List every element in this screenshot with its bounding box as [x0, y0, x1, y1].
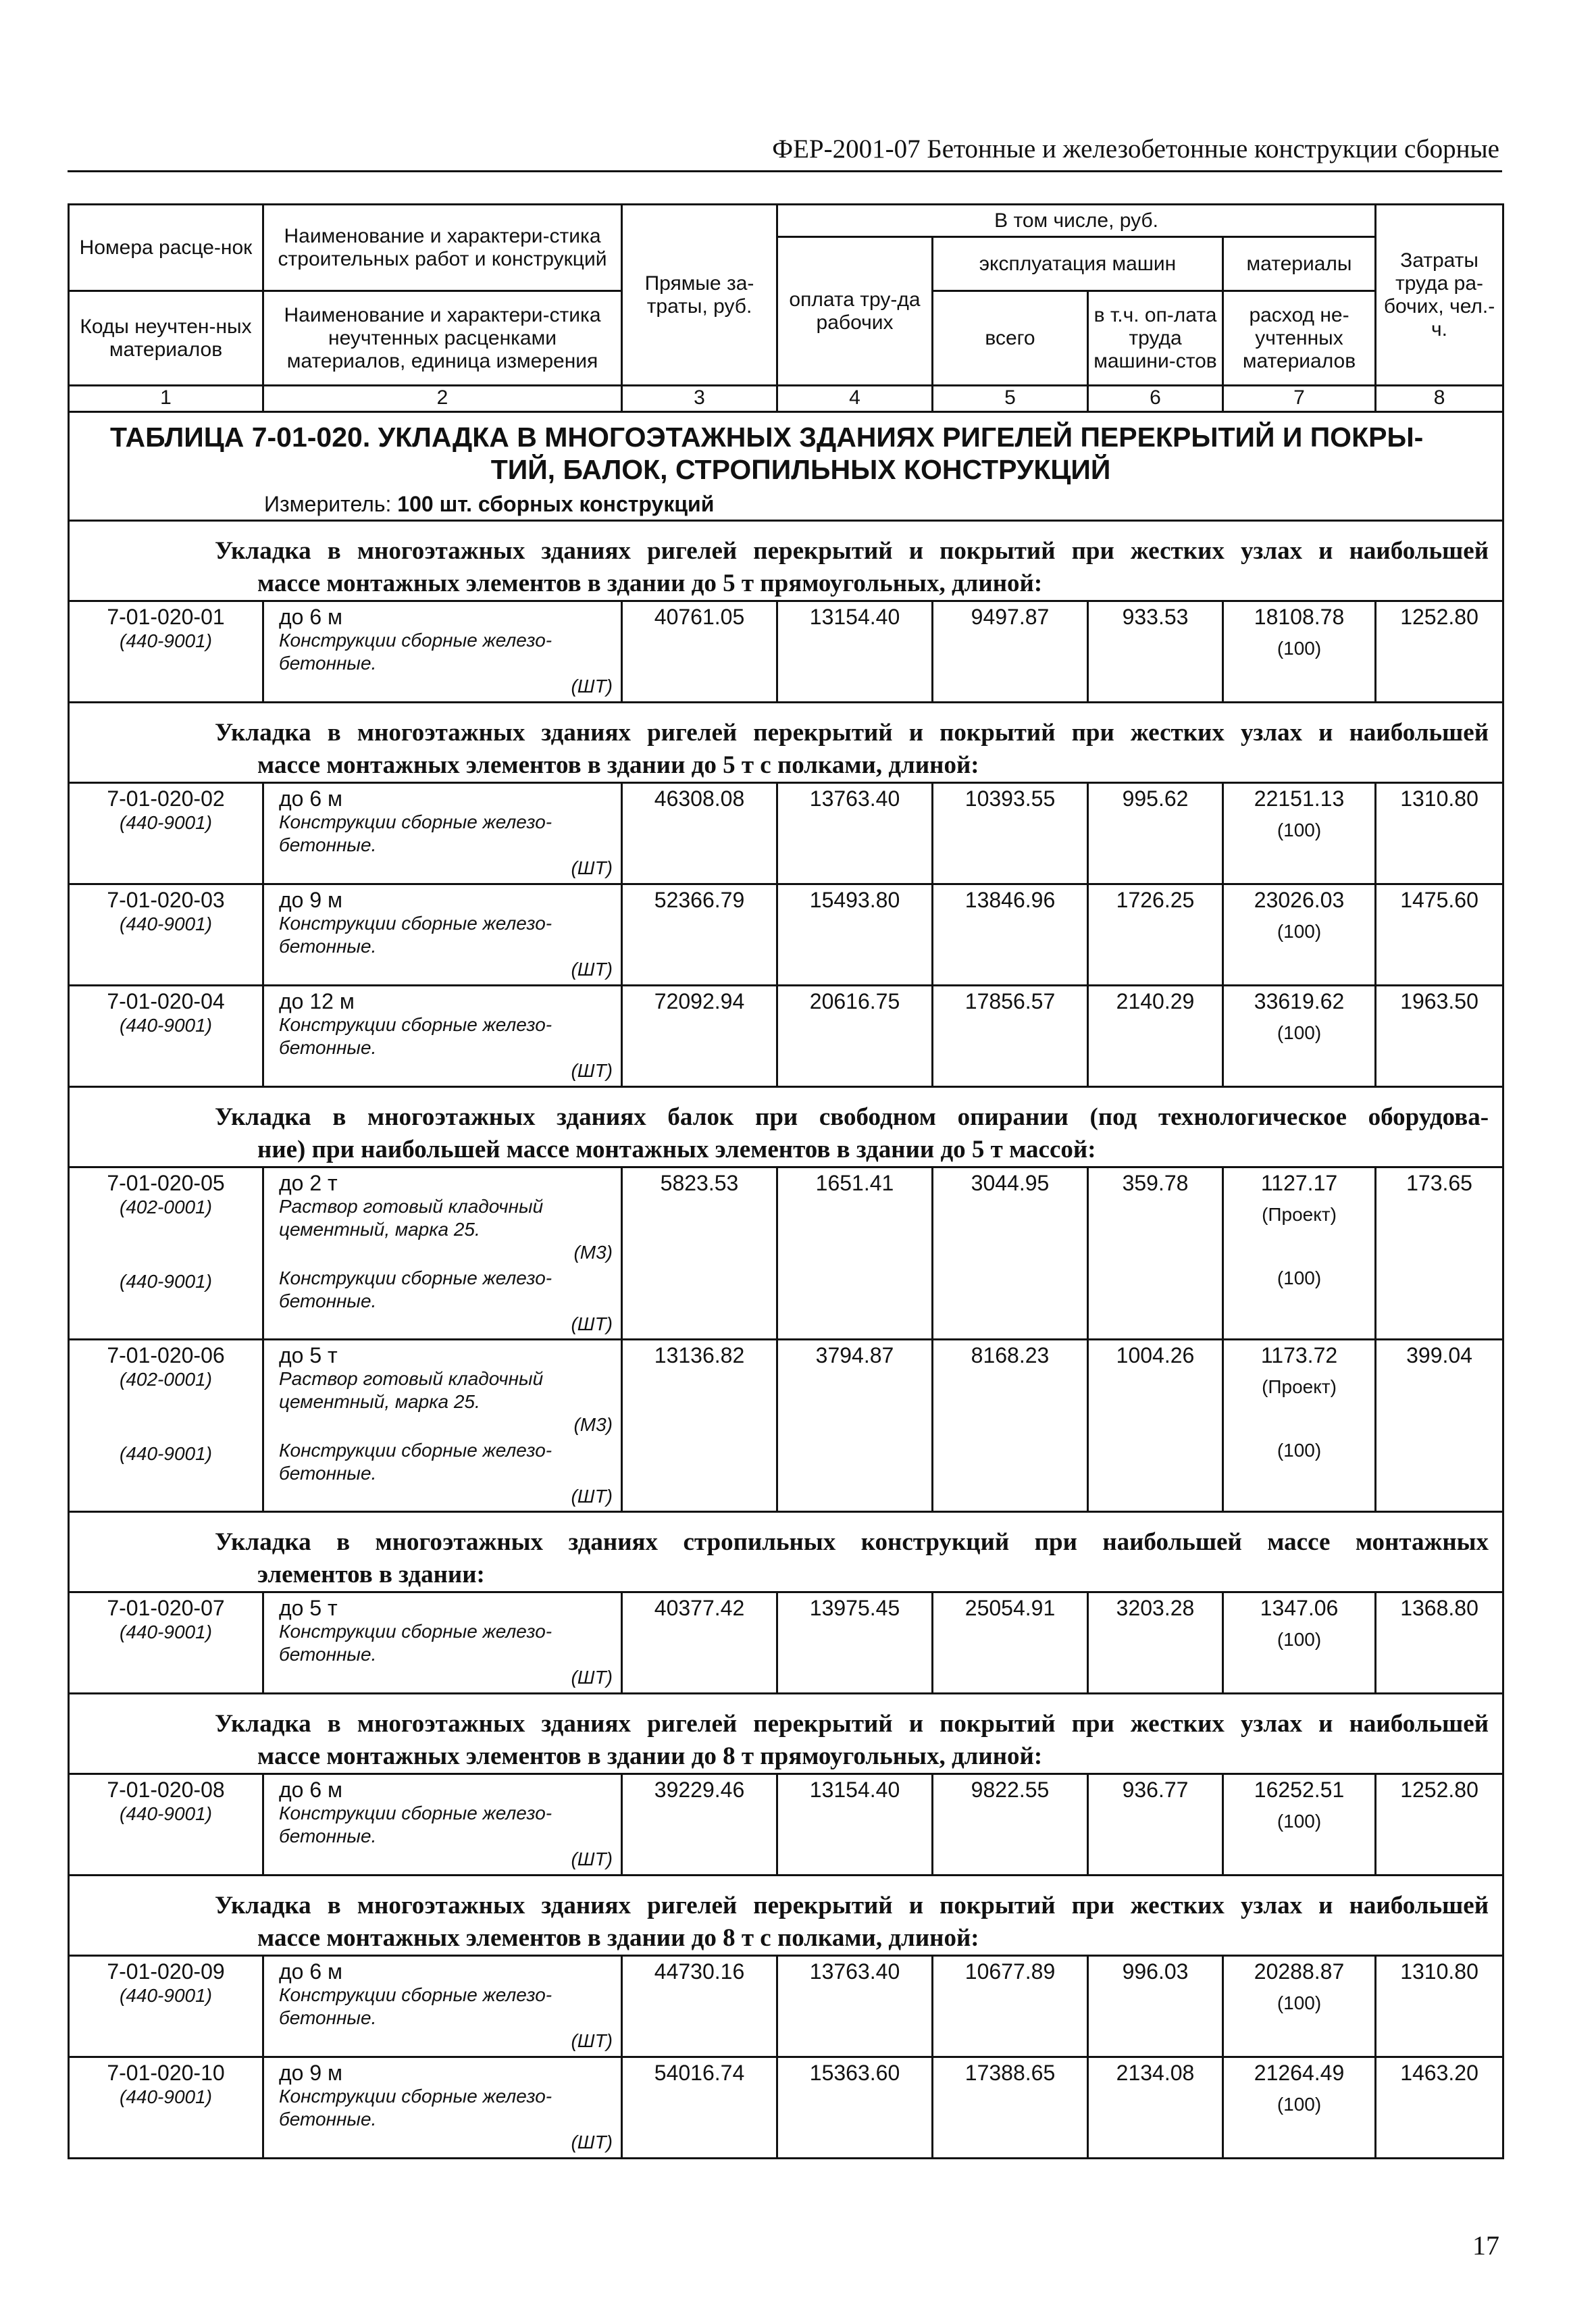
worker-hours: 1252.80	[1376, 601, 1503, 703]
labor-cost: 13154.40	[777, 1774, 933, 1876]
col8-header: Затраты труда ра-бочих, чел.-ч.	[1376, 205, 1503, 386]
operators-cost: 359.78	[1088, 1167, 1223, 1340]
material-name: Конструкции сборные железо-бетонные.	[279, 630, 552, 674]
material-unit: (М3)	[573, 1242, 613, 1263]
labor-cost: 20616.75	[777, 986, 933, 1087]
worker-hours: 1463.20	[1376, 2057, 1503, 2159]
material-rate: (100)	[1277, 1267, 1322, 1288]
header-rule	[68, 170, 1502, 172]
machines-cost: 3044.95	[933, 1167, 1088, 1340]
name-cell	[263, 986, 622, 1087]
operators-cost: 995.62	[1088, 783, 1223, 884]
material-unit: (ШТ)	[571, 2132, 613, 2153]
section-heading-row	[69, 521, 1503, 601]
material-name: Конструкции сборные железо-бетонные.	[279, 1267, 552, 1311]
material-code: (440-9001)	[120, 812, 212, 833]
rate-row	[69, 2057, 1503, 2159]
section-heading-line1: Укладка в многоэтажных зданиях балок при свободном опирании (под технологическое оборудова-	[215, 1103, 1489, 1131]
worker-hours: 1310.80	[1376, 783, 1503, 884]
work-name: до 5 т	[279, 1596, 338, 1620]
section-heading-row	[69, 703, 1503, 783]
labor-cost: 13154.40	[777, 601, 933, 703]
column-number: 8	[1376, 386, 1503, 412]
material-name: Раствор готовый кладочный цементный, марка 25.	[279, 1368, 544, 1412]
material-unit: (ШТ)	[571, 1486, 613, 1507]
code-cell	[69, 884, 263, 986]
section-heading-line1: Укладка в многоэтажных зданиях ригелей перекрытий и покрытий при жестких узлах и наибольшей	[215, 1892, 1489, 1919]
direct-cost: 44730.16	[622, 1956, 777, 2057]
section-heading	[69, 703, 1503, 783]
name-cell	[263, 2057, 622, 2159]
material-cell	[1223, 1340, 1376, 1512]
worker-hours: 1963.50	[1376, 986, 1503, 1087]
code-cell	[69, 783, 263, 884]
rate-code: 7-01-020-01	[107, 605, 225, 629]
material-cost: 1127.17	[1260, 1171, 1338, 1195]
labor-cost: 13763.40	[777, 1956, 933, 2057]
operators-cost: 3203.28	[1088, 1592, 1223, 1694]
section-heading-line2: массе монтажных элементов в здании до 8 т прямоугольных, длиной:	[257, 1742, 1043, 1770]
name-cell	[263, 1774, 622, 1876]
material-unit: (ШТ)	[571, 1313, 613, 1334]
material-code: (440-9001)	[120, 2086, 212, 2107]
material-cell	[1223, 601, 1376, 703]
labor-cost: 13975.45	[777, 1592, 933, 1694]
material-unit: (ШТ)	[571, 1667, 613, 1688]
rate-code: 7-01-020-03	[107, 888, 225, 912]
machines-cost: 17388.65	[933, 2057, 1088, 2159]
col4-header: оплата тру-да рабочих	[777, 237, 933, 386]
work-name: до 6 м	[279, 1959, 343, 1984]
material-unit: (ШТ)	[571, 676, 613, 697]
material-unit: (ШТ)	[571, 1848, 613, 1869]
section-heading-row	[69, 1694, 1503, 1774]
rate-code: 7-01-020-02	[107, 786, 225, 811]
machines-cost: 10677.89	[933, 1956, 1088, 2057]
work-name: до 6 м	[279, 1778, 343, 1802]
material-rate: (100)	[1277, 1992, 1322, 2013]
labor-cost: 13763.40	[777, 783, 933, 884]
material-cost: 22151.13	[1254, 786, 1345, 811]
material-cell	[1223, 884, 1376, 986]
section-heading	[69, 521, 1503, 601]
material-cell	[1223, 2057, 1376, 2159]
including-header: В том числе, руб.	[777, 205, 1376, 237]
material-code: (402-0001)	[120, 1197, 212, 1217]
labor-cost: 3794.87	[777, 1340, 933, 1512]
machines-cost: 13846.96	[933, 884, 1088, 986]
rate-row	[69, 1956, 1503, 2057]
code-cell	[69, 986, 263, 1087]
work-name: до 9 м	[279, 2061, 343, 2085]
direct-cost: 13136.82	[622, 1340, 777, 1512]
material-rate: (100)	[1277, 638, 1322, 659]
machines-cost: 9497.87	[933, 601, 1088, 703]
worker-hours: 173.65	[1376, 1167, 1503, 1340]
machines-cost: 9822.55	[933, 1774, 1088, 1876]
section-heading-line2: массе монтажных элементов в здании до 5 т прямоугольных, длиной:	[257, 570, 1043, 597]
material-code: (440-9001)	[120, 1271, 212, 1292]
section-heading	[69, 1694, 1503, 1774]
rate-code: 7-01-020-08	[107, 1778, 225, 1802]
col3-header: Прямые за-траты, руб.	[622, 205, 777, 386]
material-rate: (100)	[1277, 1022, 1322, 1043]
column-numbers-row	[69, 386, 1503, 412]
material-name: Конструкции сборные железо-бетонные.	[279, 1440, 552, 1484]
machines-cost: 8168.23	[933, 1340, 1088, 1512]
section-heading-line2: элементов в здании:	[257, 1561, 485, 1588]
machines-cost: 10393.55	[933, 783, 1088, 884]
col1-top-header: Номера расце-нок	[69, 205, 263, 291]
rate-row	[69, 783, 1503, 884]
material-rate: (100)	[1277, 1629, 1322, 1650]
labor-cost: 1651.41	[777, 1167, 933, 1340]
table-title-block	[69, 412, 1503, 521]
code-cell	[69, 1340, 263, 1512]
direct-cost: 40377.42	[622, 1592, 777, 1694]
section-heading-line1: Укладка в многоэтажных зданиях стропильных конструкций при наибольшей массе монтажных	[215, 1528, 1489, 1556]
rate-code: 7-01-020-09	[107, 1959, 225, 1984]
code-cell	[69, 2057, 263, 2159]
machines-cost: 25054.91	[933, 1592, 1088, 1694]
col5-header: всего	[933, 291, 1088, 386]
section-heading	[69, 1087, 1503, 1167]
code-cell	[69, 601, 263, 703]
section-heading-line2: массе монтажных элементов в здании до 8 т с полками, длиной:	[257, 1924, 979, 1952]
work-name: до 2 т	[279, 1171, 338, 1195]
rates-table	[68, 203, 1504, 2159]
material-unit: (ШТ)	[571, 857, 613, 878]
material-name: Конструкции сборные железо-бетонные.	[279, 1621, 552, 1665]
section-heading-line1: Укладка в многоэтажных зданиях ригелей перекрытий и покрытий при жестких узлах и наибольшей	[215, 719, 1489, 747]
material-code: (440-9001)	[120, 1985, 212, 2006]
rate-row	[69, 1167, 1503, 1340]
material-rate: (100)	[1277, 2094, 1322, 2115]
measure-label: Измеритель:	[264, 492, 398, 516]
work-name: до 5 т	[279, 1343, 338, 1367]
worker-hours: 399.04	[1376, 1340, 1503, 1512]
material-cell	[1223, 1167, 1376, 1340]
column-number: 5	[933, 386, 1088, 412]
material-name: Раствор готовый кладочный цементный, марка 25.	[279, 1196, 544, 1240]
measure-line	[110, 491, 1491, 517]
section-heading	[69, 1512, 1503, 1592]
material-code: (440-9001)	[120, 630, 212, 651]
col7-header: расход не-учтенных материалов	[1223, 291, 1376, 386]
material-code: (440-9001)	[120, 1803, 212, 1824]
material-rate: (100)	[1277, 1440, 1322, 1461]
material-cost: 33619.62	[1254, 989, 1345, 1013]
operators-cost: 1004.26	[1088, 1340, 1223, 1512]
name-cell	[263, 601, 622, 703]
code-cell	[69, 1592, 263, 1694]
direct-cost: 54016.74	[622, 2057, 777, 2159]
page-number: 17	[1472, 2230, 1499, 2261]
material-rate: (100)	[1277, 921, 1322, 942]
work-name: до 6 м	[279, 786, 343, 811]
rate-row	[69, 1592, 1503, 1694]
name-cell	[263, 1167, 622, 1340]
work-name: до 9 м	[279, 888, 343, 912]
direct-cost: 5823.53	[622, 1167, 777, 1340]
worker-hours: 1475.60	[1376, 884, 1503, 986]
section-heading	[69, 1876, 1503, 1956]
code-cell	[69, 1774, 263, 1876]
material-code: (440-9001)	[120, 1443, 212, 1464]
rate-code: 7-01-020-07	[107, 1596, 225, 1620]
col2-top-header: Наименование и характери-стика строительных работ и конструкций	[263, 205, 622, 291]
material-cost: 1173.72	[1260, 1343, 1338, 1367]
operators-cost: 2140.29	[1088, 986, 1223, 1087]
material-cost: 18108.78	[1254, 605, 1345, 629]
rate-row	[69, 1774, 1503, 1876]
running-title: ФЕР-2001-07 Бетонные и железобетонные конструкции сборные	[772, 134, 1499, 164]
column-number: 7	[1223, 386, 1376, 412]
section-heading-line2: массе монтажных элементов в здании до 5 т с полками, длиной:	[257, 751, 979, 779]
material-unit: (ШТ)	[571, 2030, 613, 2051]
section-heading-row	[69, 1512, 1503, 1592]
name-cell	[263, 884, 622, 986]
material-unit: (М3)	[573, 1414, 613, 1435]
direct-cost: 39229.46	[622, 1774, 777, 1876]
material-rate: (Проект)	[1262, 1376, 1337, 1397]
code-cell	[69, 1167, 263, 1340]
labor-cost: 15363.60	[777, 2057, 933, 2159]
material-cost: 16252.51	[1254, 1778, 1345, 1802]
col1-bottom-header: Коды неучтен-ных материалов	[69, 291, 263, 386]
name-cell	[263, 1592, 622, 1694]
worker-hours: 1252.80	[1376, 1774, 1503, 1876]
section-heading-row	[69, 1087, 1503, 1167]
direct-cost: 72092.94	[622, 986, 777, 1087]
rate-row	[69, 986, 1503, 1087]
table-title-line1: ТАБЛИЦА 7-01-020. УКЛАДКА В МНОГОЭТАЖНЫХ ЗДАНИЯХ РИГЕЛЕЙ ПЕРЕКРЫТИЙ И ПОКРЫ-	[110, 422, 1424, 453]
exploitation-header: эксплуатация машин	[933, 237, 1223, 291]
section-heading-line1: Укладка в многоэтажных зданиях ригелей перекрытий и покрытий при жестких узлах и наибольшей	[215, 537, 1489, 565]
material-rate: (100)	[1277, 1811, 1322, 1832]
machines-cost: 17856.57	[933, 986, 1088, 1087]
worker-hours: 1368.80	[1376, 1592, 1503, 1694]
material-cell	[1223, 1956, 1376, 2057]
direct-cost: 40761.05	[622, 601, 777, 703]
material-unit: (ШТ)	[571, 1060, 613, 1081]
material-name: Конструкции сборные железо-бетонные.	[279, 1803, 552, 1846]
rate-row	[69, 601, 1503, 703]
operators-cost: 933.53	[1088, 601, 1223, 703]
material-cell	[1223, 1592, 1376, 1694]
section-heading-row	[69, 1876, 1503, 1956]
material-rate: (Проект)	[1262, 1204, 1337, 1225]
column-number: 2	[263, 386, 622, 412]
worker-hours: 1310.80	[1376, 1956, 1503, 2057]
material-cell	[1223, 783, 1376, 884]
material-code: (440-9001)	[120, 1621, 212, 1642]
col6-header: в т.ч. оп-лата труда машини-стов	[1088, 291, 1223, 386]
material-cost: 21264.49	[1254, 2061, 1345, 2085]
name-cell	[263, 1340, 622, 1512]
rate-code: 7-01-020-04	[107, 989, 225, 1013]
material-name: Конструкции сборные железо-бетонные.	[279, 2086, 552, 2130]
rate-code: 7-01-020-06	[107, 1343, 225, 1367]
material-cell	[1223, 986, 1376, 1087]
direct-cost: 46308.08	[622, 783, 777, 884]
material-unit: (ШТ)	[571, 959, 613, 980]
rate-code: 7-01-020-05	[107, 1171, 225, 1195]
material-cost: 23026.03	[1254, 888, 1345, 912]
operators-cost: 2134.08	[1088, 2057, 1223, 2159]
operators-cost: 996.03	[1088, 1956, 1223, 2057]
table-title-line2: ТИЙ, БАЛОК, СТРОПИЛЬНЫХ КОНСТРУКЦИЙ	[490, 454, 1111, 485]
col2-bottom-header: Наименование и характери-стика неучтенных расценками материалов, единица измерения	[263, 291, 622, 386]
material-name: Конструкции сборные железо-бетонные.	[279, 913, 552, 957]
column-number: 6	[1088, 386, 1223, 412]
material-name: Конструкции сборные железо-бетонные.	[279, 811, 552, 855]
direct-cost: 52366.79	[622, 884, 777, 986]
section-heading-line2: ние) при наибольшей массе монтажных элементов в здании до 5 т массой:	[257, 1136, 1096, 1163]
rate-row	[69, 884, 1503, 986]
material-name: Конструкции сборные железо-бетонные.	[279, 1014, 552, 1058]
measure-value: 100 шт. сборных конструкций	[397, 492, 715, 516]
labor-cost: 15493.80	[777, 884, 933, 986]
material-rate: (100)	[1277, 820, 1322, 840]
code-cell	[69, 1956, 263, 2057]
material-code: (402-0001)	[120, 1369, 212, 1390]
section-heading-line1: Укладка в многоэтажных зданиях ригелей перекрытий и покрытий при жестких узлах и наибольшей	[215, 1710, 1489, 1738]
materials-header: материалы	[1223, 237, 1376, 291]
work-name: до 6 м	[279, 605, 343, 629]
rate-code: 7-01-020-10	[107, 2061, 225, 2085]
material-code: (440-9001)	[120, 1015, 212, 1036]
rate-row	[69, 1340, 1503, 1512]
material-name: Конструкции сборные железо-бетонные.	[279, 1984, 552, 2028]
material-cost: 1347.06	[1260, 1596, 1339, 1620]
operators-cost: 936.77	[1088, 1774, 1223, 1876]
material-cost: 20288.87	[1254, 1959, 1345, 1984]
work-name: до 12 м	[279, 989, 355, 1013]
column-number: 4	[777, 386, 933, 412]
operators-cost: 1726.25	[1088, 884, 1223, 986]
name-cell	[263, 1956, 622, 2057]
material-cell	[1223, 1774, 1376, 1876]
column-number: 1	[69, 386, 263, 412]
name-cell	[263, 783, 622, 884]
material-code: (440-9001)	[120, 913, 212, 934]
column-number: 3	[622, 386, 777, 412]
